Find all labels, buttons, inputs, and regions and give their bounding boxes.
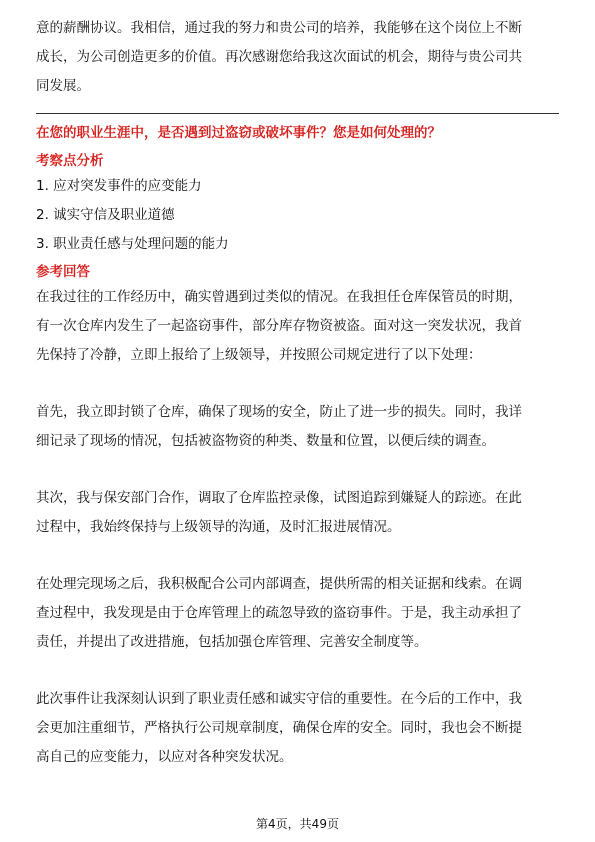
text-line: 同发展。 (36, 78, 90, 94)
text-line: 高自己的应变能力，以应对各种突发状况。 (36, 749, 293, 765)
list-item: 2. 诚实守信及职业道德 (36, 207, 175, 223)
intro-paragraph (36, 14, 559, 101)
text-line: 在我过往的工作经历中，确实曾遇到过类似的情况。在我担任仓库保管员的时期， (36, 289, 522, 305)
list-item: 1. 应对突发事件的应变能力 (36, 178, 202, 194)
section-divider (36, 113, 559, 114)
answer-paragraph (36, 484, 559, 542)
text-line: 此次事件让我深刻认识到了职业责任感和诚实守信的重要性。在今后的工作中，我 (36, 691, 522, 707)
answer-paragraph (36, 685, 559, 772)
text-line: 在处理完现场之后，我积极配合公司内部调查，提供所需的相关证据和线索。在调 (36, 576, 522, 592)
text-line: 查过程中，我发现是由于仓库管理上的疏忽导致的盗窃事件。于是，我主动承担了 (36, 605, 522, 621)
list-item: 3. 职业责任感与处理问题的能力 (36, 236, 229, 252)
text-line: 责任，并提出了改进措施，包括加强仓库管理、完善安全制度等。 (36, 634, 428, 650)
text-line: 会更加注重细节，严格执行公司规章制度，确保仓库的安全。同时，我也会不断提 (36, 720, 522, 736)
text-line: 有一次仓库内发生了一起盗窃事件，部分库存物资被盗。面对这一突发状况，我首 (36, 318, 522, 334)
question-heading: 在您的职业生涯中，是否遇到过盗窃或破坏事件？您是如何处理的？ (36, 125, 441, 141)
text-line: 细记录了现场的情况，包括被盗物资的种类、数量和位置，以便后续的调查。 (36, 433, 495, 449)
answer-paragraph (36, 398, 559, 456)
answer-title: 参考回答 (36, 264, 90, 280)
text-line: 先保持了冷静，立即上报给了上级领导，并按照公司规定进行了以下处理： (36, 347, 482, 363)
analysis-title: 考察点分析 (36, 153, 104, 169)
page-footer: 第4页，共49页 (256, 817, 339, 831)
text-line: 过程中，我始终保持与上级领导的沟通，及时汇报进展情况。 (36, 519, 401, 535)
answer-paragraph (36, 283, 559, 370)
analysis-list (36, 172, 559, 259)
text-line: 意的薪酬协议。我相信，通过我的努力和贵公司的培养，我能够在这个岗位上不断 (36, 20, 522, 36)
text-line: 首先，我立即封锁了仓库，确保了现场的安全，防止了进一步的损失。同时，我详 (36, 404, 522, 420)
text-line: 成长，为公司创造更多的价值。再次感谢您给我这次面试的机会，期待与贵公司共 (36, 49, 522, 65)
text-line: 其次，我与保安部门合作，调取了仓库监控录像，试图追踪到嫌疑人的踪迹。在此 (36, 490, 522, 506)
answer-paragraph (36, 570, 559, 657)
document-page (36, 14, 559, 772)
